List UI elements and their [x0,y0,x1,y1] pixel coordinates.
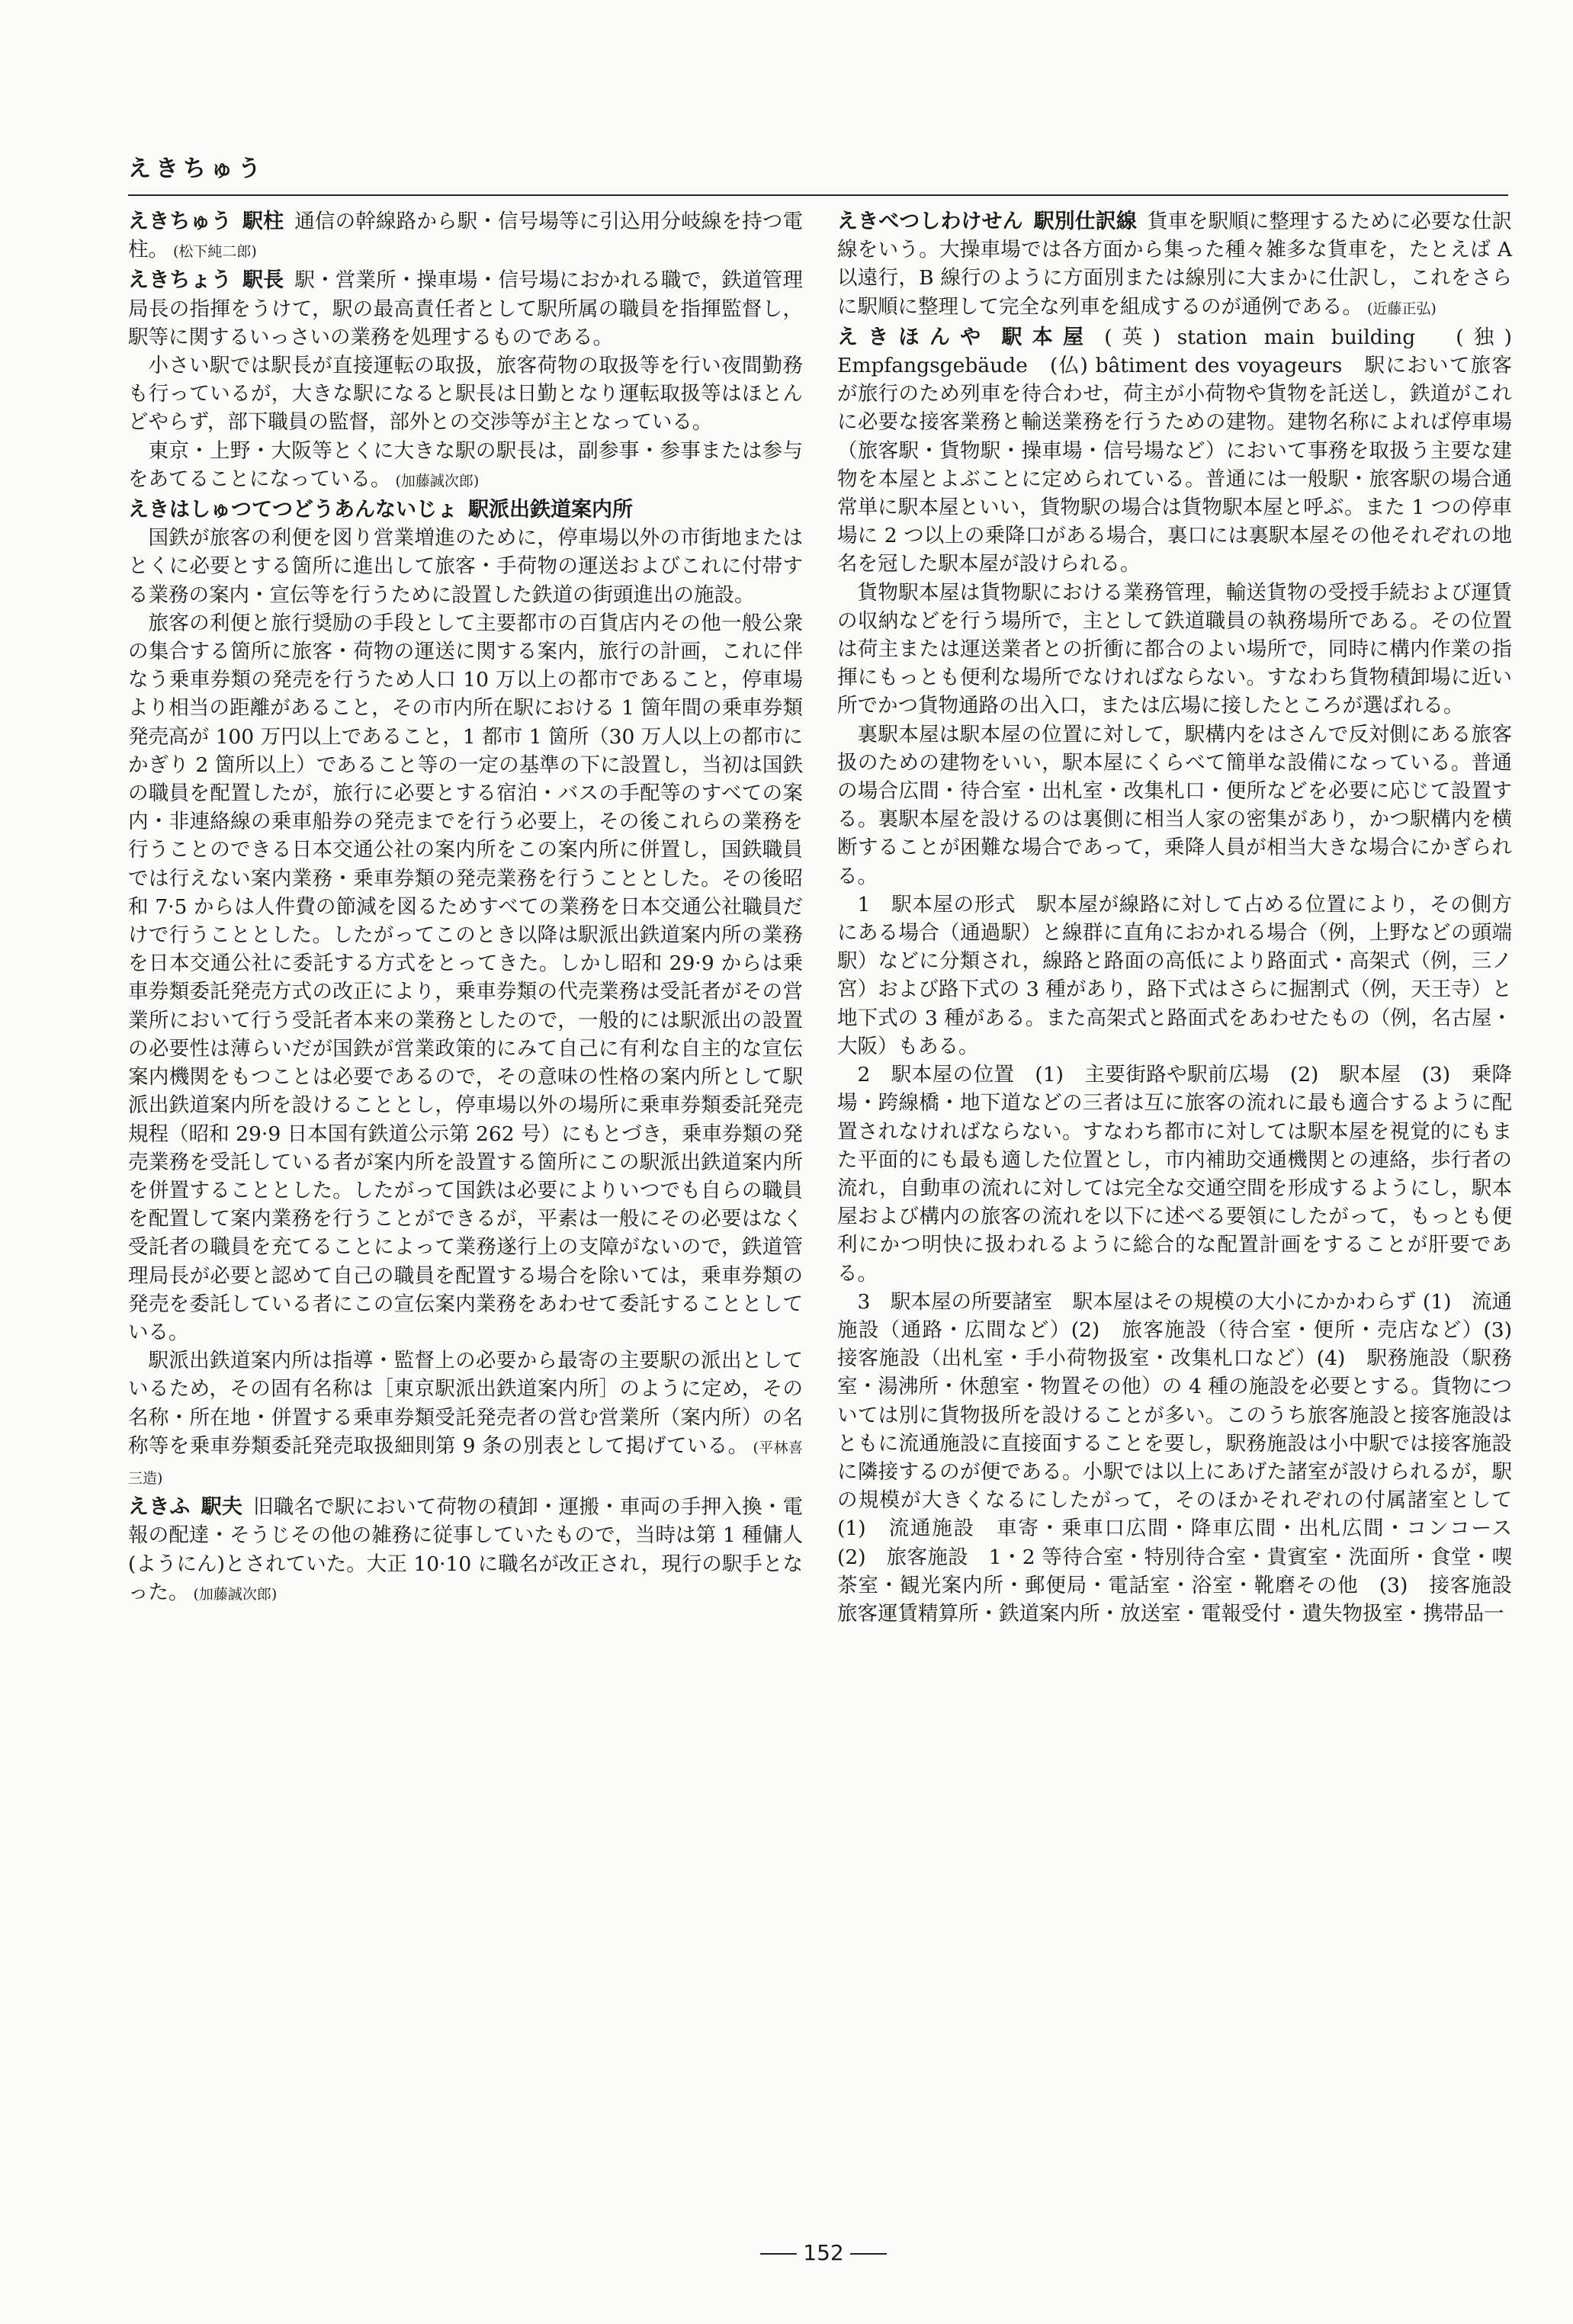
left-column [128,207,803,1609]
entry-term: 駅柱 [242,210,284,233]
entry-author: (加藤誠次郎) [193,1585,278,1603]
entry-paragraph [128,351,803,437]
entry-headword: えきちゅう [128,210,232,233]
entry-paragraph [128,609,803,1347]
dictionary-entry [128,1493,803,1609]
right-column [837,207,1533,1628]
entry-text: 2 駅本屋の位置 (1) 主要街路や駅前広場 (2) 駅本屋 (3) 乗降場・跨線橋・地下道などの三者は互に旅客の流れに最も適合するように配置されなければならない。すなわち都市に対しては駅本屋を視覚的にもまた平面的にも最も適した位置とし，市内補助交通機関との連絡，歩行者の流れ，自動車の流れに対しては完全な交通空間を形成するようにし，駅本屋および構内の旅客の流れを以下に述べる要領にしたがって，もっとも便利にかつ明快に扱われるように総合的な配置計画をすることが肝要である。 [837,1063,1512,1286]
entry-headword: えきふ [128,1495,191,1520]
entry-text: 旧職名で駅において荷物の積卸・運搬・車両の手押入換・電報の配達・そうじその他の雑務に従事していたもので，当時は第 1 種傭人(ようにん)とされていた。大正 10·10 に職名が改正され，現行の駅手となった。 [128,1495,804,1604]
running-header: えきちゅう [128,156,265,182]
entry-paragraph [837,721,1512,891]
entry-author: (平林喜三造) [128,1439,803,1487]
entry-text: 駅・営業所・操車場・信号場におかれる職で，鉄道管理局長の指揮をうけて，駅の最高責任者として駅所属の職員を指揮監督し，駅等に関するいっさいの業務を処理するものである。 [128,268,804,349]
entry-text: 裏駅本屋は駅本屋の位置に対して，駅構内をはさんで反対側にある旅客扱のための建物をいい，駅本屋にくらべて簡単な設備になっている。普通の場合広間・待合室・出札室・改集札口・便所などを必要に応じて設置する。裏駅本屋を設けるのは裏側に相当人家の密集があり，かつ駅構内を横断することが困難な場合であって，乗降人員が相当大きな場合にかぎられる。 [837,722,1512,888]
entry-term: 駅本屋 [1001,325,1094,349]
entry-term: 駅派出鉄道案内所 [468,498,633,522]
entry-paragraph [837,579,1512,721]
entry-paragraph [128,1347,803,1493]
entry-term: 駅別仕訳線 [1033,210,1137,233]
entry-paragraph [128,437,803,496]
footer-dash-right [850,2253,887,2255]
dictionary-entry [128,266,803,351]
entry-text: 通信の幹線路から駅・信号場等に引込用分岐線を持つ電柱。 [128,210,804,262]
entry-text: 1 駅本屋の形式 駅本屋が線路に対して占める位置により，その側方にある場合（通過駅）と線群に直角におかれる場合（例，上野などの頭端駅）などに分類され，線路と路面の高低により路面式・高架式（例，三ノ宮）および路下式の 3 種があり，路下式はさらに掘割式（例，天王寺）と地下式の 3 種がある。また高架式と路面式をあわせたもの（例，名古屋・大阪）もある。 [837,892,1512,1058]
entry-paragraph [128,524,803,609]
entry-paragraph [837,1288,1533,1628]
page-number: 152 [803,2240,844,2265]
entry-term: 駅長 [242,268,284,293]
entry-text: 3 駅本屋の所要諸室 駅本屋はその規模の大小にかかわらず (1) 流通施設（通路・広間など）(2) 旅客施設（待合室・便所・売店など）(3) 接客施設（出札室・手小荷物扱室・改集札口など）(4) 駅務施設（駅務室・湯沸所・休憩室・物置その他）の 4 種の施設を必要とする。貨物については別に貨物扱所を設けることが多い。このうち旅客施設と接客施設はともに流通施設に直接面することを要し，駅務施設は小中駅では接客施設に隣接するのが便である。小駅では以上にあげた諸室が設けられるが，駅の規模が大きくなるにしたがって，そのほかそれぞれの付属諸室として (1) 流通施設 車寄・乗車口広間・降車広間・出札広間・コンコース (2) 旅客施設 1・2 等待合室・特別待合室・貴賓室・洗面所・食堂・喫茶室・観光案内所・郵便局・電話室・浴室・靴磨その他 (3) 接客施設 旅客運賃精算所・鉄道案内所・放送室・電報受付・遺失物扱室・携帯品一 [837,1289,1533,1626]
entry-author: (松下純二郎) [173,243,257,261]
entry-author: (加藤誠次郎) [395,472,480,490]
entry-text: 国鉄が旅客の利便を図り営業増進のために，停車場以外の市街地またはとくに必要とする箇所に進出して旅客・手荷物の運送およびこれに付帯する業務の案内・宣伝等を行うために設置した鉄道の街頭進出の施設。 [128,526,803,607]
dictionary-entry [128,496,803,524]
entry-text: 駅派出鉄道案内所は指導・監督上の必要から最寄の主要駅の派出としているため，その固有名称は［東京駅派出鉄道案内所］のように定め，その名称・所在地・併置する乗車券類受託発売者の営む営業所（案内所）の名称等を乗車券類委託発売取扱細則第 9 条の別表として掲げている。 [128,1349,803,1458]
entry-text: 旅客の利便と旅行奨励の手段として主要都市の百貨店内その他一般公衆の集合する箇所に旅客・荷物の運送に関する案内，旅行の計画，これに伴なう乗車券類の発売を行うため人口 10 万以上の都市であること，停車場より相当の距離があること，その市内所在駅における 1 箇年間の乗車券類発売高が 100 万円以上であること，1 都市 1 箇所（30 万人以上の都市にかぎり 2 箇所以上）であること等の一定の基準の下に設置し，当初は国鉄の職員を配置したが，旅行に必要とする宿泊・バスの手配等のすべての案内・非連絡線の乗車船券の発売までを行う必要上，その後これらの業務を行うことのできる日本交通公社の案内所をこの案内所に併置し，国鉄職員では行えない案内業務・乗車券類の発売業務を行うこととした。その後昭和 7·5 からは人件費の節減を図るためすべての業務を日本交通公社職員だけで行うこととした。したがってこのとき以降は駅派出鉄道案内所の業務を日本交通公社に委託する方式をとってきた。しかし昭和 29·9 からは乗車券類委託発売方式の改正により，乗車券類の代売業務は受託者がその営業所において行う受託者本来の業務としたので，一般的には駅派出の設置の必要性は薄らいだが国鉄が営業政策的にみて自己に有利な自主的な宣伝案内機関をもつことは必要であるので，その意味の性格の案内所として駅派出鉄道案内所を設けることとし，停車場以外の場所に乗車券類委託発売規程（昭和 29·9 日本国有鉄道公示第 262 号）にもとづき，乗車券類の発売業務を受託している者が案内所を設置する箇所にこの駅派出鉄道案内所を併置することとした。したがって国鉄は必要によりいつでも自らの職員を配置して案内業務を行うことができるが，平素は一般にその必要はなく受託者の職員を充てることによって業務遂行上の支障がないので，鉄道管理局長が必要と認めて自己の職員を配置する場合を除いては，乗車券類の発売を委託している者にこの宣伝案内業務をあわせて委託することとしている。 [128,611,803,1344]
entry-paragraph [837,1061,1512,1288]
entry-headword: えきはしゅつてつどうあんないじょ [128,498,457,522]
entry-headword: えきほんや [837,325,991,349]
entry-text: 貨物駅本屋は貨物駅における業務管理，輸送貨物の受授手続および運賃の収納などを行う場所で，主として鉄道職員の執務場所である。その位置は荷主または運送業者との折衝に都合のよい場所で，同時に構内作業の指揮にもっとも便利な場所でなければならない。すなわち貨物積卸場に近い所でかつ貨物通路の出入口，または広場に接したところが選ばれる。 [837,580,1512,718]
header-rule [128,194,1508,196]
entry-term: 駅夫 [201,1495,243,1520]
entry-text: 小さい駅では駅長が直接運転の取扱，旅客荷物の取扱等を行い夜間勤務も行っているが，大きな駅になると駅長は日勤となり運転取扱等はほとんどやらず，部下職員の監督，部外との交渉等が主となっている。 [128,354,803,435]
entry-headword: えきべつしわけせん [837,210,1023,233]
dictionary-entry [128,207,803,266]
entry-headword: えきちょう [128,268,232,293]
entry-text: 東京・上野・大阪等とくに大きな駅の駅長は，副参事・参事または参与をあてることになっている。 [128,438,803,491]
page-footer [732,2240,915,2265]
footer-dash-left [760,2253,797,2255]
entry-text: (英) station main building (独) Empfangsgebäude (仏) bâtiment des voyageurs 駅において旅客が旅行のため列車を待合わせ，荷主が小荷物や貨物を託送し，鉄道がこれに必要な接客業務と輸送業務を行うための建物。建物名称によれば停車場（旅客駅・貨物駅・操車場・信号場など）において事務を取扱う主要な建物を本屋とよぶことに定められている。普通には一般駅・旅客駅の場合通常単に駅本屋といい，貨物駅の場合は貨物駅本屋と呼ぶ。また 1 つの停車場に 2 つ以上の乗降口がある場合，裏口には裏駅本屋その他それぞれの地名を冠した駅本屋が設けられる。 [837,325,1513,576]
entry-paragraph [837,891,1512,1061]
dictionary-entry [837,323,1512,579]
entry-text: 貨車を駅順に整理するために必要な仕訳線をいう。大操車場では各方面から集った種々雑多な貨車を，たとえば A 以遠行，B 線行のように方面別または線別に大まかに仕訳し，これをさらに駅順に整理して完全な列車を組成するのが通例である。 [837,210,1513,319]
entry-author: (近藤正弘) [1367,300,1437,317]
dictionary-entry [837,207,1512,323]
